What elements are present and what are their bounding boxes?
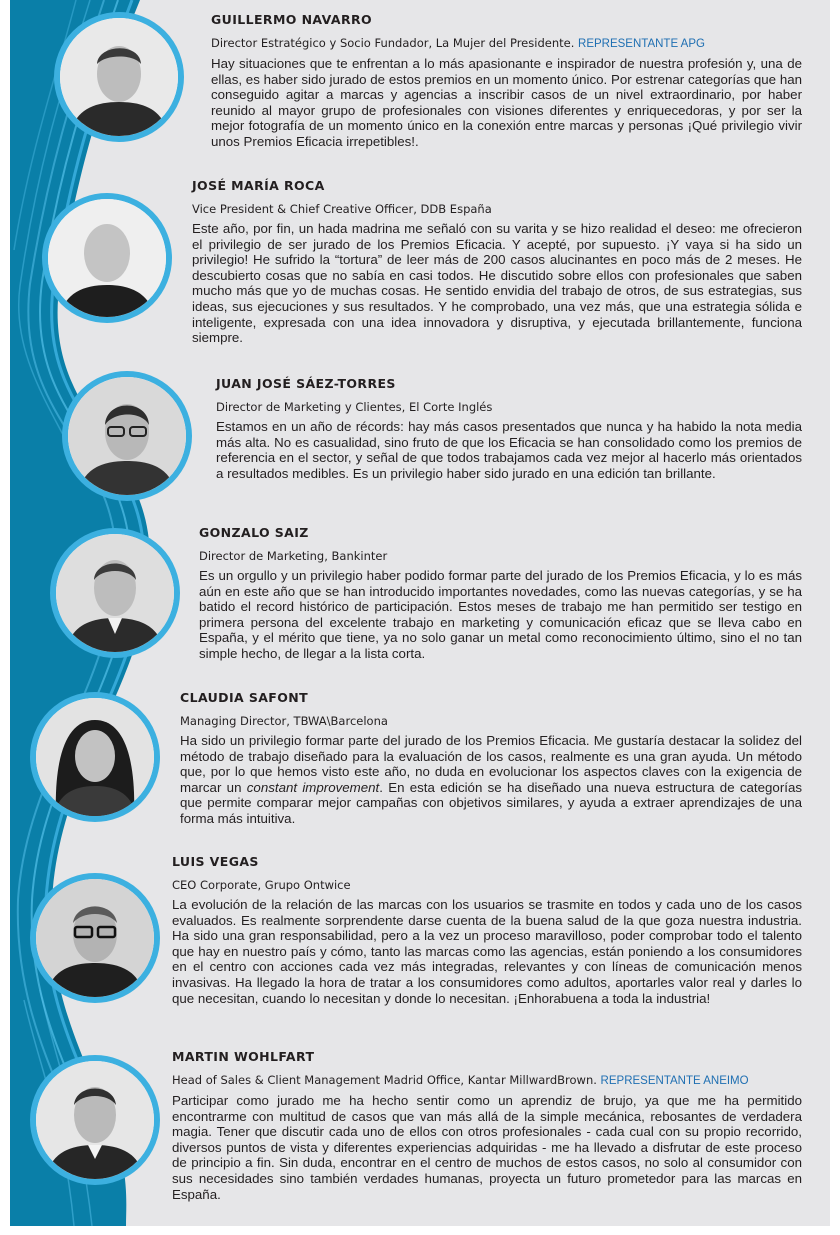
juror-entry (192, 179, 802, 346)
juror-entry (180, 691, 802, 827)
portrait-icon (48, 199, 166, 317)
juror-bio-emphasis: constant improvement (246, 779, 380, 795)
portrait-icon (68, 377, 186, 495)
juror-entry (172, 855, 802, 1006)
juror-bio-part: . En esta edición se ha diseñado una nueva estructura de categorías que permite comparar mejor campañas con objetivos similares, y ayuda a extraer aprendizajes de una forma más intuitiva. (180, 779, 802, 826)
juror-role (199, 549, 802, 563)
representative-tag: REPRESENTANTE ANEIMO (600, 1075, 749, 1087)
juror-role (180, 714, 802, 728)
portrait-icon (36, 879, 154, 997)
juror-role (172, 878, 802, 892)
juror-entry (216, 377, 802, 481)
juror-role-text: Head of Sales & Client Management Madrid Office, Kantar MillwardBrown. (172, 1073, 597, 1087)
juror-role (192, 202, 802, 216)
avatar-jose-maria-roca (42, 193, 172, 323)
avatar-claudia-safont (30, 692, 160, 822)
juror-entry (199, 526, 802, 662)
juror-bio: Participar como jurado me ha hecho sentir como un aprendiz de brujo, ya que me ha permitido encontrarme con multitud de casos que van más allá de la simple mecánica, rebosantes de verdadera magia. Tener que discutir cada uno de ellos con otros profesionales - cada cual con su propio recorrido, diversos puntos de vista y diferentes experiencias adquiridas - me ha llevado a disfrutar de este proceso de principio a fin. Sin duda, encontrar en el centro de muchos de estos casos, no solo al consumidor con sus necesidades sino también verdades humanas, proyecta un futuro prometedor para las marcas en España. (172, 1093, 802, 1202)
avatar-martin-wohlfart (30, 1055, 160, 1185)
juror-name: CLAUDIA SAFONT (180, 690, 309, 705)
juror-bio: Es un orgullo y un privilegio haber podido formar parte del jurado de los Premios Eficacia, y lo es más aún en este año que se han introducido importantes novedades, como las nuevas categorías, y se ha batido el record histórico de participación. Estos meses de trabajo me han permitido ser testigo en primera persona del excelente trabajo en marketing y comunicación eficaz que se lleva cabo en España, y el mérito que tiene, ya no solo ganar un metal como reconocimiento último, sino el no tan simple hecho, de llegar a la lista corta. (199, 568, 802, 661)
juror-bio (180, 733, 802, 827)
avatar-guillermo-navarro (54, 12, 184, 142)
juror-bio: La evolución de la relación de las marcas con los usuarios se trasmite en todos y cada uno de los casos evaluados. Es realmente sorprendente darse cuenta de la buena salud de la que goza nuestra industria. Ha sido una gran responsabilidad, pero a la vez un proceso maravilloso, poder comprobar todo el talento que hay en nuestro país y cómo, tanto las marcas como las agencias, están poniendo a los consumidores en el centro con acciones cada vez más integradas, relevantes y con líneas de comunicación menos invasivas. Ha llegado la hora de tratar a los consumidores como adultos, aportarles valor real y darles lo que necesitan, cuando lo necesitan y donde lo necesitan. ¡Enhorabuena a toda la industria! (172, 897, 802, 1006)
juror-bio: Este año, por fin, un hada madrina me señaló con su varita y se hizo realidad el deseo: me ofrecieron el privilegio de ser jurado de los Premios Eficacia. Y acepté, por supuesto. ¡Y vaya si ha sido un privilegio! He sufrido la “tortura” de leer más de 200 casos alucinantes en poco más de 2 meses. He descubierto cosas que no sabía en casi todos. He discutido sobre ellos con profesionales que saben mucho más que yo de muchas cosas. He sentido envidia del trabajo de otros, de sus estrategias, sus ideas, sus ejecuciones y sus resultados. Y he comprobado, una vez más, que una estrategia sólida e inteligente, expresada con una idea innovadora y disruptiva, y ejecutada brillantemente, funciona siempre. (192, 221, 802, 346)
portrait-icon (36, 698, 154, 816)
juror-bio-part: Ha sido un privilegio formar parte del jurado de los Premios Eficacia. Me gustaría destacar la solidez del método de trabajo diseñado para la evaluación de los casos, realmente es una gran ayuda. Un método que, por lo que hemos visto este año, no duda en evolucionar los aspectos claves con la exigencia de marcar un (180, 733, 802, 795)
juror-role-text: Director de Marketing, Bankinter (199, 549, 388, 563)
portrait-icon (56, 534, 174, 652)
portrait-icon (36, 1061, 154, 1179)
portrait-icon (60, 18, 178, 136)
avatar-luis-vegas (30, 873, 160, 1003)
juror-bio: Hay situaciones que te enfrentan a lo más apasionante e inspirador de nuestra profesión y, una de ellas, es haber sido jurado de estos premios en un momento único. Por estrenar categorías que han conseguido agitar a marcas y agencias a inscribir casos de un nivel extraordinario, por haber reunido al mayor grupo de profesionales con visiones diferentes y enriquecedoras, y por ser la mejor fotografía de un momento único en la conexión entre marcas y personas ¡Qué privilegio vivir unos Premios Eficacia irrepetibles!. (211, 56, 802, 149)
juror-role (211, 36, 802, 51)
juror-role-text: Vice President & Chief Creative Officer, DDB España (192, 202, 492, 216)
juror-name: JOSÉ MARÍA ROCA (192, 178, 325, 193)
juror-role (216, 400, 802, 414)
avatar-gonzalo-saiz (50, 528, 180, 658)
juror-name: GUILLERMO NAVARRO (211, 12, 373, 27)
juror-role (172, 1073, 802, 1088)
juror-role-text: Managing Director, TBWA\Barcelona (180, 714, 388, 728)
juror-name: GONZALO SAIZ (199, 525, 309, 540)
representative-tag: REPRESENTANTE APG (578, 38, 705, 50)
juror-entry (172, 1050, 802, 1202)
avatar-juan-jose-saez-torres (62, 371, 192, 501)
juror-bio: Estamos en un año de récords: hay más casos presentados que nunca y ha habido la nota media más alta. No es casualidad, sino fruto de que los Eficacia se han consolidado como los premios de referencia en el sector, y señal de que todos trabajamos cada vez mejor al hacerlo más orientados a resultados medibles. Es un privilegio haber sido jurado en una edición tan brillante. (216, 419, 802, 481)
juror-role-text: CEO Corporate, Grupo Ontwice (172, 878, 351, 892)
juror-name: MARTIN WOHLFART (172, 1049, 315, 1064)
juror-name: JUAN JOSÉ SÁEZ-TORRES (216, 376, 396, 391)
juror-entry (211, 13, 802, 150)
juror-role-text: Director de Marketing y Clientes, El Corte Inglés (216, 400, 493, 414)
juror-role-text: Director Estratégico y Socio Fundador, La Mujer del Presidente. (211, 36, 575, 50)
juror-name: LUIS VEGAS (172, 854, 259, 869)
